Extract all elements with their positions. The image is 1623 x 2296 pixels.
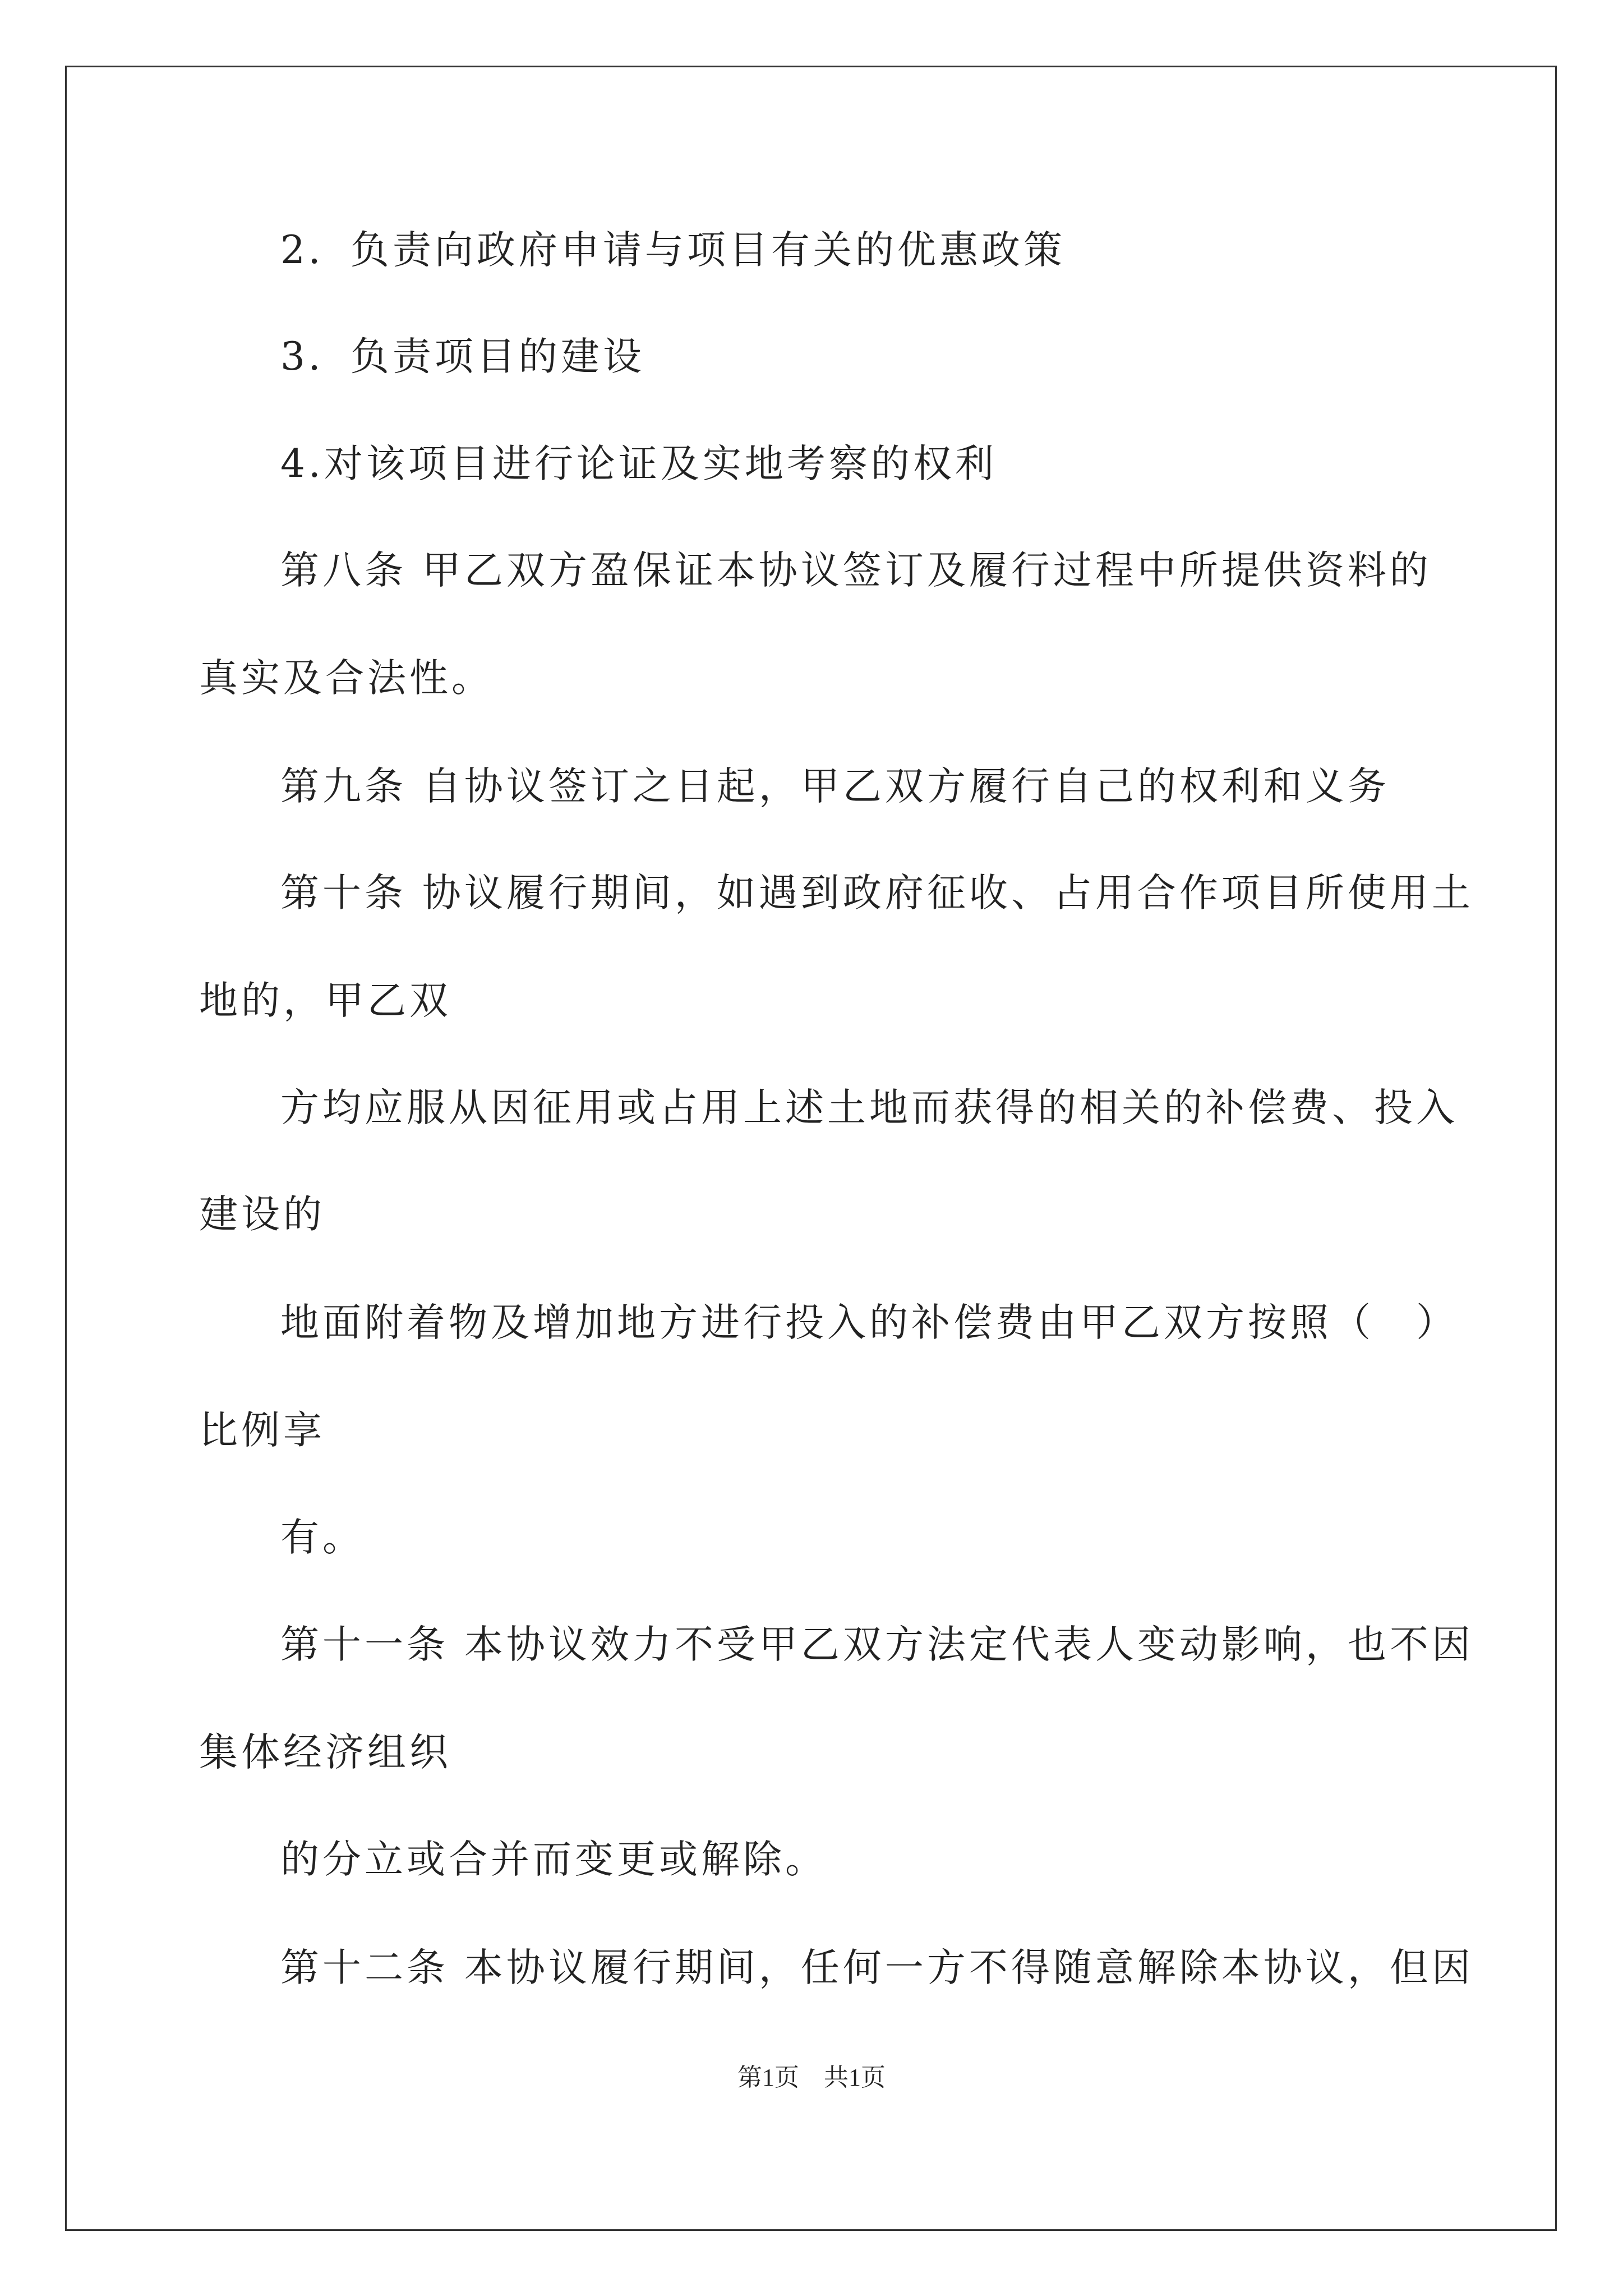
text-line-5: 真实及合法性。 — [199, 656, 494, 701]
text-line-4: 第八条 甲乙双方盈保证本协议签订及履行过程中所提供资料的 — [280, 548, 1432, 593]
text-line-10: 建设的 — [199, 1192, 325, 1237]
text-line-9: 方均应服从因征用或占用上述土地而获得的相关的补偿费、投入 — [280, 1085, 1458, 1130]
text-line-1: 2．负责向政府申请与项目有关的优惠政策 — [280, 228, 1066, 273]
text-line-11: 地面附着物及增加地方进行投入的补偿费由甲乙双方按照（ ） — [280, 1300, 1458, 1345]
text-line-13: 有。 — [280, 1515, 365, 1560]
text-line-3: 4.对该项目进行论证及实地考察的权利 — [280, 441, 997, 486]
text-line-15: 集体经济组织 — [199, 1730, 451, 1775]
text-line-6: 第九条 自协议签订之日起，甲乙双方履行自己的权利和义务 — [280, 764, 1390, 809]
text-line-12: 比例享 — [199, 1408, 325, 1453]
text-line-17: 第十二条 本协议履行期间，任何一方不得随意解除本协议，但因 — [280, 1945, 1474, 1990]
text-line-8: 地的，甲乙双 — [199, 978, 451, 1023]
page-number-footer: 第1页 共1页 — [737, 2064, 886, 2091]
text-line-2: 3．负责项目的建设 — [280, 334, 645, 379]
page-border — [65, 66, 1557, 2231]
text-line-7: 第十条 协议履行期间，如遇到政府征收、占用合作项目所使用土 — [280, 871, 1474, 915]
text-line-16: 的分立或合并而变更或解除。 — [280, 1837, 827, 1882]
text-line-14: 第十一条 本协议效力不受甲乙双方法定代表人变动影响，也不因 — [280, 1622, 1474, 1667]
